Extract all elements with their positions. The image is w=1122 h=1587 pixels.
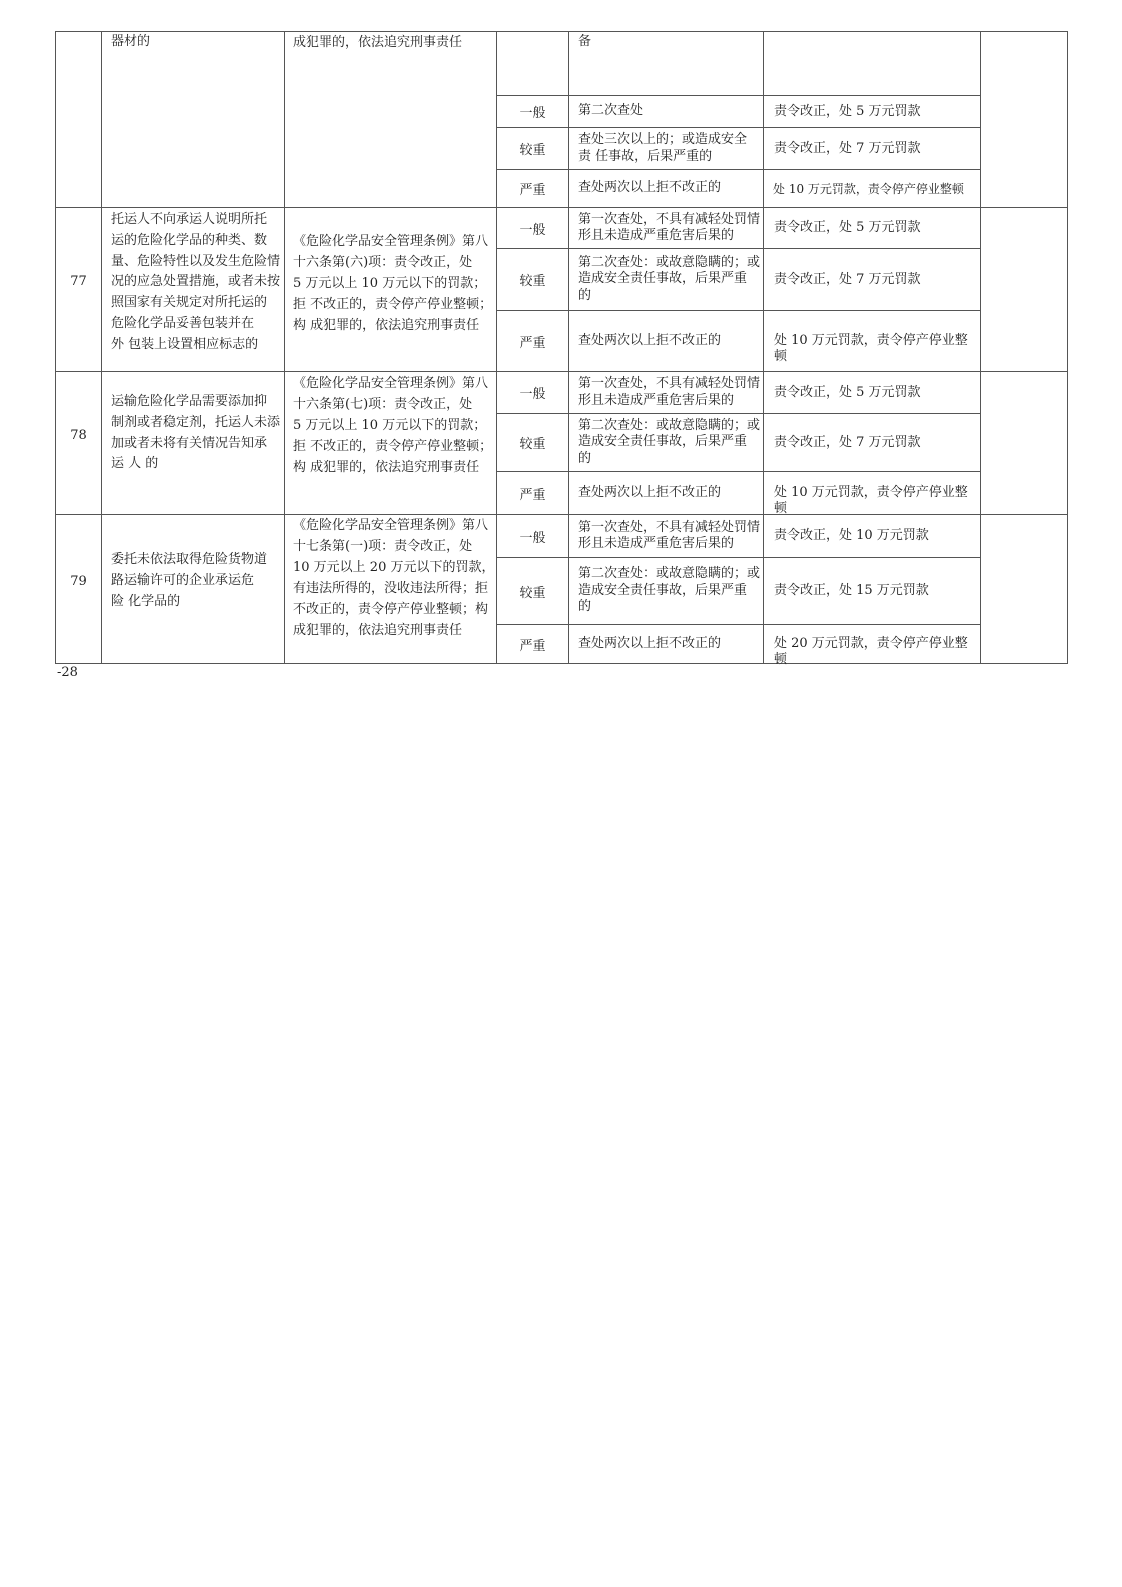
penalty-cell xyxy=(764,515,981,558)
penalty-text-line: 顿 xyxy=(774,501,788,516)
legal-basis-text-line: 十六条第(六)项：责令改正，处 xyxy=(293,255,473,270)
legal-basis-text-line: 有违法所得的，没收违法所得；拒 xyxy=(293,581,489,596)
penalty-text-line: 责令改正，处 5 万元罚款 xyxy=(774,220,921,235)
legal-basis-text-line: 不改正的，责令停产停业整顿；构 xyxy=(293,602,489,617)
severity-level: 一般 xyxy=(497,208,569,249)
circumstance-text-line: 第二次查处：或故意隐瞒的；或 xyxy=(578,566,761,582)
circumstance-cell xyxy=(569,128,764,170)
remark-cell xyxy=(981,32,1068,208)
remark-cell xyxy=(981,372,1068,515)
penalty-table xyxy=(55,31,1068,667)
penalty-text-line: 顿 xyxy=(774,349,788,364)
circumstance-text-line: 第一次查处，不具有减轻处罚情 xyxy=(578,211,761,227)
penalty-cell xyxy=(764,208,981,249)
violation-text-line: 运的危险化学品的种类、数 xyxy=(111,232,268,248)
penalty-text-line: 责令改正，处 15 万元罚款 xyxy=(774,583,929,598)
penalty-cell xyxy=(764,372,981,414)
item-number: 78 xyxy=(70,427,87,443)
severity-level: 一般 xyxy=(497,96,569,128)
item-number: 77 xyxy=(70,274,87,289)
circumstance-cell xyxy=(569,558,764,625)
severity-level: 一般 xyxy=(497,515,569,558)
circumstance-text-line: 的 xyxy=(578,287,592,303)
circumstance-cell xyxy=(569,170,764,208)
circumstance-text-line: 第二次查处 xyxy=(578,103,644,119)
item-number: 79 xyxy=(70,573,87,589)
violation-text-line: 照国家有关规定对所托运的 xyxy=(111,295,268,311)
circumstance-cell xyxy=(569,625,764,664)
violation-cell xyxy=(102,372,285,515)
penalty-text-line: 处 10 万元罚款，责令停产停业整顿 xyxy=(773,181,964,196)
legal-basis-text-line: 十六条第(七)项：责令改正，处 xyxy=(293,397,473,412)
circumstance-text-line: 的 xyxy=(578,599,592,615)
legal-basis-text-line: 构 成犯罪的，依法追究刑事责任 xyxy=(293,318,480,333)
legal-basis-text-line: 十七条第(一)项：责令改正，处 xyxy=(293,539,473,554)
legal-basis-text-line: 5 万元以上 10 万元以下的罚款； xyxy=(293,418,487,433)
penalty-text-line: 责令改正，处 5 万元罚款 xyxy=(774,103,921,119)
violation-text-line: 委托未依法取得危险货物道 xyxy=(111,552,268,567)
penalty-text-line: 责令改正，处 7 万元罚款 xyxy=(774,140,921,156)
severity-level: 严重 xyxy=(497,170,569,208)
circumstance-text-line: 的 xyxy=(578,450,592,466)
penalty-cell xyxy=(764,558,981,625)
circumstance-text-line: 造成安全责任事故，后果严重 xyxy=(578,434,748,450)
severity-level: 较重 xyxy=(497,414,569,472)
penalty-cell xyxy=(764,249,981,311)
severity-level: 较重 xyxy=(497,128,569,170)
legal-basis-text-line: 10 万元以上 20 万元以下的罚款， xyxy=(293,560,495,575)
penalty-text-line: 处 10 万元罚款，责令停产停业整 xyxy=(774,485,968,500)
violation-cell xyxy=(102,32,285,208)
severity-level: 一般 xyxy=(497,372,569,414)
circumstance-cell xyxy=(569,208,764,249)
circumstance-cell xyxy=(569,372,764,414)
circumstance-text-line: 备 xyxy=(578,34,592,49)
violation-text-line: 制剂或者稳定剂，托运人未添 xyxy=(111,414,281,430)
legal-basis-cell xyxy=(285,208,497,372)
violation-text-line: 危险化学品妥善包装并在 xyxy=(111,315,255,331)
remark-cell xyxy=(981,515,1068,664)
circumstance-text-line: 查处两次以上拒不改正的 xyxy=(578,484,722,500)
circumstance-text-line: 形且未造成严重危害后果的 xyxy=(578,392,735,408)
penalty-text-line: 责令改正，处 7 万元罚款 xyxy=(774,271,921,287)
circumstance-cell xyxy=(569,414,764,472)
severity-level: 较重 xyxy=(497,558,569,625)
legal-basis-text-line: 拒 不改正的，责令停产停业整顿； xyxy=(293,439,493,454)
item-number-cell xyxy=(56,208,102,372)
penalty-cell xyxy=(764,414,981,472)
circumstance-text-line: 查处两次以上拒不改正的 xyxy=(578,180,722,196)
penalty-cell xyxy=(764,625,981,667)
violation-text-line: 路运输许可的企业承运危 xyxy=(111,572,255,588)
penalty-cell xyxy=(764,96,981,128)
penalty-cell xyxy=(764,128,981,170)
severity-level: 严重 xyxy=(497,311,569,372)
circumstance-cell xyxy=(569,311,764,372)
penalty-cell xyxy=(764,170,981,208)
penalty-cell xyxy=(764,32,981,96)
circumstance-cell xyxy=(569,515,764,558)
legal-basis-text-line: 《危险化学品安全管理条例》第八 xyxy=(293,376,489,391)
circumstance-text-line: 形且未造成严重危害后果的 xyxy=(578,228,735,243)
severity-level: 严重 xyxy=(497,625,569,664)
violation-text-line: 险 化学品的 xyxy=(111,593,181,609)
circumstance-text-line: 查处三次以上的；或造成安全 xyxy=(578,132,748,147)
remark-cell xyxy=(981,208,1068,372)
violation-text-line: 托运人不向承运人说明所托 xyxy=(111,212,268,227)
severity-level: 严重 xyxy=(497,472,569,515)
violation-cell xyxy=(102,208,285,372)
circumstance-cell xyxy=(569,249,764,311)
severity-level xyxy=(497,32,569,96)
circumstance-text-line: 查处两次以上拒不改正的 xyxy=(578,332,722,348)
violation-text-line: 器材的 xyxy=(111,34,151,49)
circumstance-text-line: 造成安全责任事故，后果严重 xyxy=(578,582,748,598)
penalty-text-line: 责令改正，处 7 万元罚款 xyxy=(774,434,921,450)
circumstance-text-line: 第二次查处：或故意隐瞒的；或 xyxy=(578,417,761,433)
legal-basis-text-line: 拒 不改正的，责令停产停业整顿； xyxy=(293,297,493,312)
circumstance-text-line: 查处两次以上拒不改正的 xyxy=(578,635,722,651)
severity-level: 较重 xyxy=(497,249,569,311)
violation-text-line: 加或者未将有关情况告知承 xyxy=(111,435,268,451)
circumstance-text-line: 第一次查处，不具有减轻处罚情 xyxy=(578,519,761,535)
penalty-text-line: 责令改正，处 10 万元罚款 xyxy=(774,528,929,543)
circumstance-text-line: 形且未造成严重危害后果的 xyxy=(578,536,735,551)
penalty-cell xyxy=(764,311,981,372)
item-number-cell xyxy=(56,372,102,515)
page-number: -28 xyxy=(57,665,78,680)
item-number-cell xyxy=(56,32,102,208)
legal-basis-text-line: 5 万元以上 10 万元以下的罚款； xyxy=(293,276,487,291)
legal-basis-text-line: 成犯罪的，依法追究刑事责任 xyxy=(293,623,463,638)
penalty-text-line: 处 10 万元罚款，责令停产停业整 xyxy=(774,333,968,348)
circumstance-text-line: 责 任事故，后果严重的 xyxy=(578,148,713,164)
circumstance-cell xyxy=(569,96,764,128)
legal-basis-cell xyxy=(285,515,497,664)
penalty-text-line: 顿 xyxy=(774,652,788,667)
violation-text-line: 运输危险化学品需要添加抑 xyxy=(111,394,268,409)
violation-text-line: 量、危险特性以及发生危险情 xyxy=(111,253,281,269)
penalty-text-line: 责令改正，处 5 万元罚款 xyxy=(774,384,921,400)
violation-text-line: 外 包装上设置相应标志的 xyxy=(111,336,259,352)
penalty-text-line: 处 20 万元罚款，责令停产停业整 xyxy=(774,636,968,651)
circumstance-text-line: 第二次查处：或故意隐瞒的；或 xyxy=(578,254,761,270)
legal-basis-cell xyxy=(285,372,497,515)
item-number-cell xyxy=(56,515,102,664)
legal-basis-text-line: 《危险化学品安全管理条例》第八 xyxy=(293,234,489,249)
violation-text-line: 运 人 的 xyxy=(111,456,159,472)
circumstance-text-line: 第一次查处，不具有减轻处罚情 xyxy=(578,376,761,391)
circumstance-cell xyxy=(569,472,764,515)
legal-basis-cell xyxy=(285,32,497,208)
violation-cell xyxy=(102,515,285,664)
legal-basis-text-line: 《危险化学品安全管理条例》第八 xyxy=(293,518,489,533)
circumstance-cell xyxy=(569,32,764,96)
legal-basis-text-line: 成犯罪的，依法追究刑事责任 xyxy=(293,35,463,50)
legal-basis-text-line: 构 成犯罪的，依法追究刑事责任 xyxy=(293,460,480,475)
circumstance-text-line: 造成安全责任事故，后果严重 xyxy=(578,271,748,287)
penalty-cell xyxy=(764,472,981,515)
violation-text-line: 况的应急处置措施，或者未按 xyxy=(111,274,281,290)
